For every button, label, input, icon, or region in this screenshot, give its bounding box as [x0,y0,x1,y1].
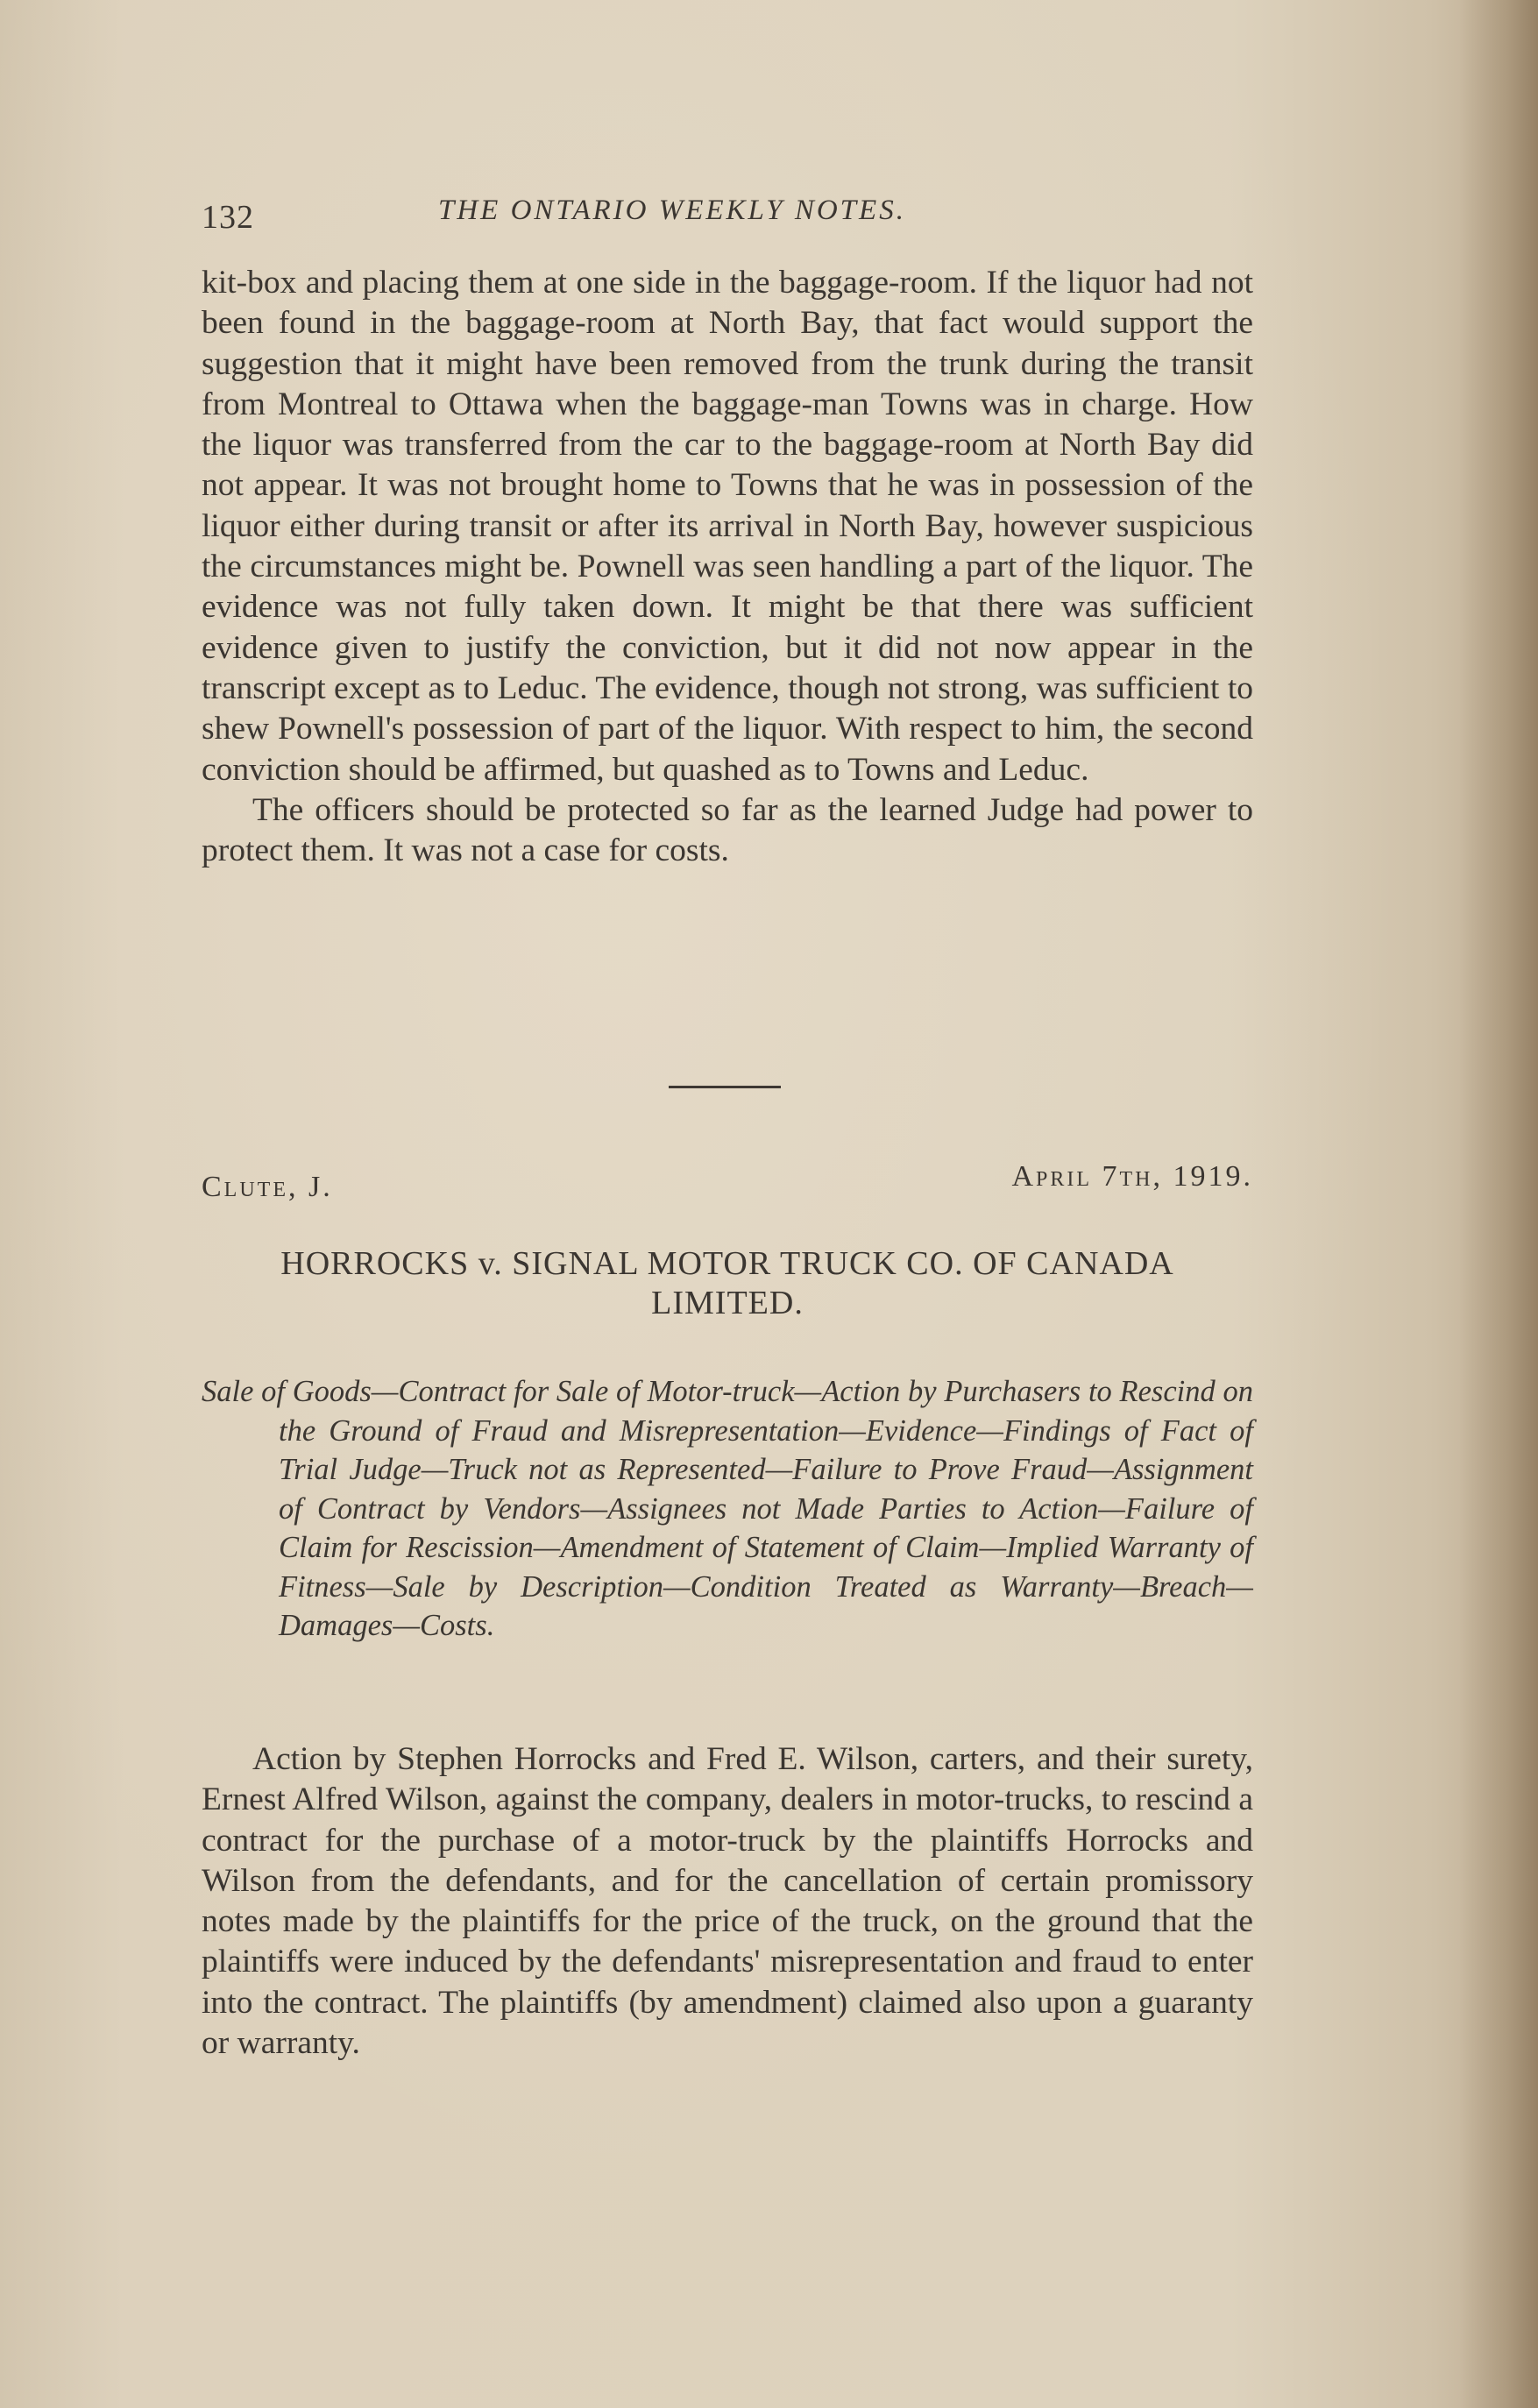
page-number: 132 [202,199,254,236]
action-summary [202,1739,1253,2064]
headnote: Sale of Goods—Contract for Sale of Motor-truck—Action by Purchasers to Rescind on the Ground of Fraud and Misrepresentation—Evidence—Findings of Fact of Trial Judge—Truck not as Represented—Failure to Prove Fraud—Assignment of Contract by Vendors—Assignees not Made Parties to Action—Failure of Claim for Rescission—Amendment of Statement of Claim—Implied Warranty of Fitness—Sale by Description—Condition Treated as Warranty—Breach—Damages—Costs. [202,1375,1253,1642]
decision-date: April 7th, 1919. [1011,1160,1253,1193]
judgment-paragraph-costs: The officers should be protected so far as the learned Judge had power to protect them. It was not a case for costs. [202,791,1253,869]
journal-title: THE ONTARIO WEEKLY NOTES. [438,195,906,226]
continued-judgment [202,263,1253,871]
judgment-paragraph: kit-box and placing them at one side in the baggage-room. If the liquor had not been found in the baggage-room at North Bay, that fact would support the suggestion that it might have been removed from the trunk during the transit from Montreal to Ottawa when the baggage-man Towns was in charge. How the liquor was transferred from the car to the baggage-room at North Bay did not appear. It was not brought home to Towns that he was in possession of the liquor either during transit or after its arrival in North Bay, however suspicious the circumstances might be. Pownell was seen handling a part of the liquor. The evidence was not fully taken down. It might be that there was sufficient evidence given to justify the conviction, but it did not now appear in the transcript except as to Leduc. The evidence, though not strong, was sufficient to shew Pownell's possession of part of the liquor. With respect to him, the second conviction should be affirmed, but quashed as to Towns and Leduc. [202,265,1253,788]
running-head [202,195,1253,247]
action-paragraph: Action by Stephen Horrocks and Fred E. Wilson, carters, and their surety, Ernest Alfred Wilson, against the company, dealers in motor-trucks, to rescind a contract for the purchase of a motor-truck by the plaintiffs Horrocks and Wilson from the defendants, and for the cancellation of certain promissory notes made by the plaintiffs for the price of the truck, on the ground that the plaintiffs were induced by the defendants' misrepresentation and fraud to enter into the contract. The plaintiffs (by amendment) claimed also upon a guaranty or warranty. [202,1741,1253,2062]
judge-name: Clute, J. [202,1171,333,1203]
section-divider [669,1086,781,1088]
case-title: HORROCKS v. SIGNAL MOTOR TRUCK CO. OF CANADA LIMITED. [280,1245,1174,1321]
binding-shadow [1459,0,1538,2408]
